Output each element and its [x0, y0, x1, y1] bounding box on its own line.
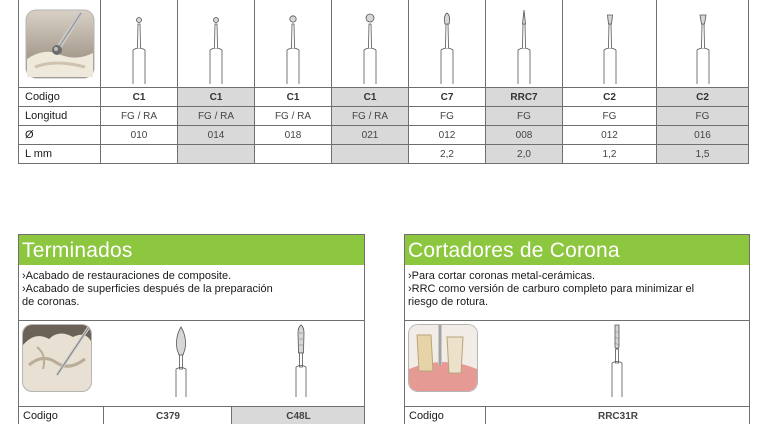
bur-head [366, 14, 374, 22]
row-label: Ø [19, 126, 101, 145]
bur-head [137, 18, 142, 23]
row-label: Longitud [19, 107, 101, 126]
longitud-cell: FG / RA [332, 107, 409, 126]
diametro-row [19, 126, 749, 145]
section-description [405, 265, 749, 320]
longitud-cell: FG [563, 107, 657, 126]
crosscut-bur-icon [607, 321, 627, 397]
bur-icon [201, 4, 231, 84]
description-line: ›RRC como versión de carburo completo para minimizar el [408, 283, 695, 295]
description-line: ›Acabado de restauraciones de composite. [22, 270, 232, 282]
longitud-cell: FG / RA [178, 107, 255, 126]
image-row [19, 0, 749, 88]
longitud-cell: FG [657, 107, 749, 126]
bur-icon [432, 4, 462, 84]
code-cell: C379 [103, 407, 232, 424]
lmm-cell: 1,5 [657, 145, 749, 164]
diametro-cell: 021 [332, 126, 409, 145]
diametro-cell: 008 [486, 126, 563, 145]
codigo-row [405, 406, 749, 424]
row-label: Codigo [409, 410, 444, 422]
code-cell: C2 [563, 88, 657, 107]
code-cell: RRC7 [486, 88, 563, 107]
longitud-cell: FG [486, 107, 563, 126]
code-cell: RRC31R [485, 407, 750, 424]
lmm-cell: 2,0 [486, 145, 563, 164]
bur-image-cell [101, 0, 178, 88]
bur-image-cell [657, 0, 749, 88]
row-label: L mm [19, 145, 101, 164]
diametro-cell: 014 [178, 126, 255, 145]
lmm-cell [255, 145, 332, 164]
bur-head [214, 18, 219, 23]
bur-head [523, 10, 526, 24]
dental-application-photo [25, 9, 95, 79]
longitud-cell: FG / RA [255, 107, 332, 126]
lmm-row [19, 145, 749, 164]
bur-image-cell [409, 0, 486, 88]
row-label: Codigo [23, 410, 58, 422]
bur-spec-table [18, 0, 749, 164]
diametro-cell: 012 [409, 126, 486, 145]
terminados-section [18, 234, 365, 424]
description-line: de coronas. [22, 296, 80, 308]
bur-icon [595, 4, 625, 84]
bur-icon [688, 4, 718, 84]
code-cell: C1 [255, 88, 332, 107]
bur-head [700, 15, 706, 24]
crown-cutting-photo [409, 325, 477, 391]
longitud-row [19, 107, 749, 126]
section-title: Terminados [19, 235, 364, 265]
code-cell: C7 [409, 88, 486, 107]
description-line: ›Acabado de superficies después de la preparación [22, 283, 273, 295]
image-row [405, 320, 749, 397]
lmm-cell: 1,2 [563, 145, 657, 164]
cortadores-section [404, 234, 750, 424]
section-title: Cortadores de Corona [405, 235, 749, 265]
diametro-cell: 016 [657, 126, 749, 145]
bur-image-cell [563, 0, 657, 88]
codigo-row [19, 406, 364, 424]
lmm-cell: 2,2 [409, 145, 486, 164]
bur-image-cell [178, 0, 255, 88]
bur-head [290, 16, 296, 22]
lmm-cell [332, 145, 409, 164]
taper-bur-icon [291, 321, 311, 397]
longitud-cell: FG / RA [101, 107, 178, 126]
application-photo [409, 325, 477, 391]
description-line: ›Para cortar coronas metal-cerámicas. [408, 270, 596, 282]
application-photo [23, 325, 91, 391]
lmm-cell [101, 145, 178, 164]
bur-icon [355, 4, 385, 84]
row-label: Codigo [19, 88, 101, 107]
image-row [19, 320, 364, 397]
code-cell: C2 [657, 88, 749, 107]
tooth-finishing-photo [23, 325, 91, 391]
description-line: riesgo de rotura. [408, 296, 489, 308]
section-description [19, 265, 364, 320]
bur-icon [509, 4, 539, 84]
bur-head [607, 15, 612, 24]
bur-image-cell [486, 0, 563, 88]
lmm-cell [178, 145, 255, 164]
codigo-row [19, 88, 749, 107]
bur-image-cell [332, 0, 409, 88]
bur-icon [278, 4, 308, 84]
bur-icon [124, 4, 154, 84]
code-cell: C1 [178, 88, 255, 107]
diametro-cell: 012 [563, 126, 657, 145]
diametro-cell: 010 [101, 126, 178, 145]
code-cell: C1 [332, 88, 409, 107]
flame-bur-icon [171, 321, 191, 397]
bur-image-cell [255, 0, 332, 88]
bur-head [444, 13, 449, 24]
longitud-cell: FG [409, 107, 486, 126]
application-photo-cell [19, 0, 101, 88]
code-cell: C48L [231, 407, 365, 424]
code-cell: C1 [101, 88, 178, 107]
diametro-cell: 018 [255, 126, 332, 145]
